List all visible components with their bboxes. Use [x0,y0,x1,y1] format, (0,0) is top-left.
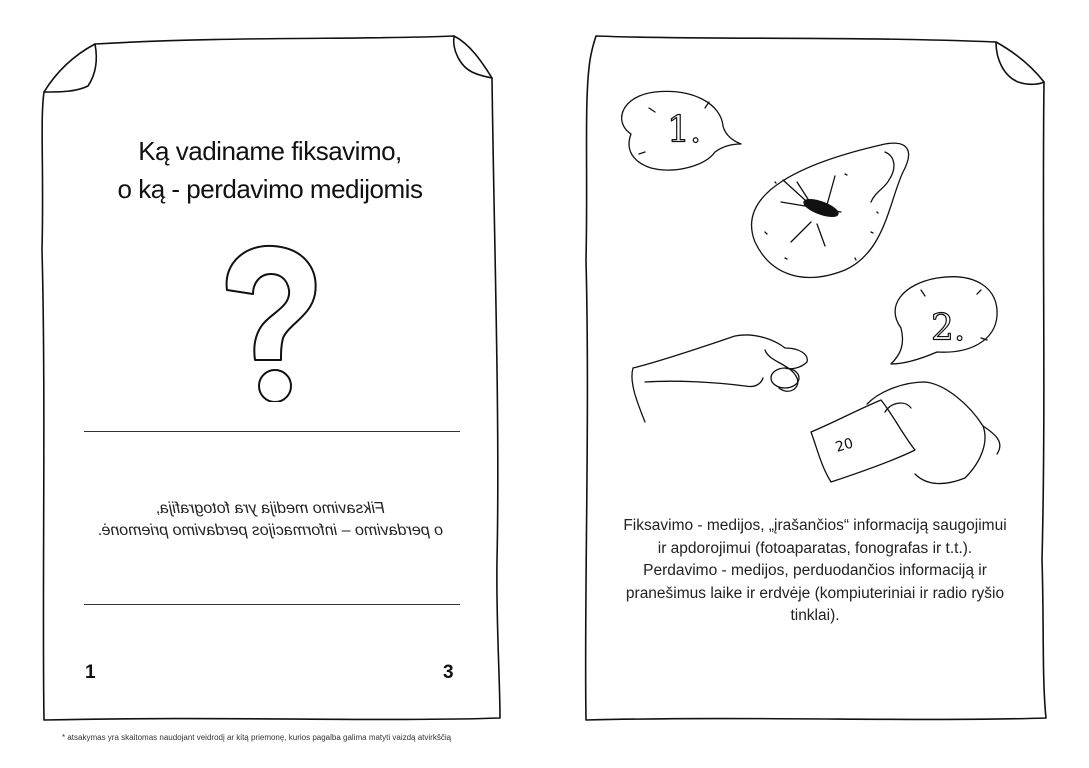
answer-divider-top [84,431,460,432]
bubble-2-label: 2. [931,308,966,349]
mirrored-answer-line-1: Fiksavimo medija yra fotografija, [155,500,385,517]
answer-line-3: Perdavimo - medijos, perduodančios informaciją ir [643,562,987,579]
amber-drop-icon [752,143,909,277]
bubble-1-label: 1. [667,110,702,151]
title-line-1: Ką vadiname fiksavimo, [138,136,402,166]
answer-line-1: Fiksavimo - medijos, „įrašančios“ informaciją saugojimui [623,517,1007,534]
question-card [40,32,500,722]
media-illustration [585,82,1047,502]
mirrored-answer-line-2: o perdavimo – informacijos perdavimo priemonė. [97,522,443,539]
answer-divider-bottom [84,604,460,605]
banknote-value: 20 [833,435,856,456]
page-number-right: 3 [443,662,454,683]
question-title [40,132,500,208]
page-number-left: 1 [85,662,96,683]
answer-line-4: pranešimus laike ir erdvėje (kompiuteriniai ir radio ryšio [625,584,1005,602]
answer-line-2: ir apdorojimui (fotoaparatas, fonografas ir t.t.). [657,539,973,557]
hand-holding-banknote-icon [811,382,1000,484]
answer-line-5: tinklai). [790,607,840,624]
answer-text [605,515,1025,628]
speech-bubble-1-icon [622,91,741,170]
title-line-2: o ką - perdavimo medijomis [117,174,423,204]
speech-bubble-2-icon [891,277,997,364]
answer-card [585,32,1047,722]
mirrored-answer [40,498,500,542]
hand-holding-amber-icon [632,335,807,422]
footnote: * atsakymas yra skaitomas naudojant veidrodį ar kitą priemonę, kurios pagalba galima matyti vaizdą atvirkščią [62,733,452,742]
question-mark-icon [215,242,325,402]
